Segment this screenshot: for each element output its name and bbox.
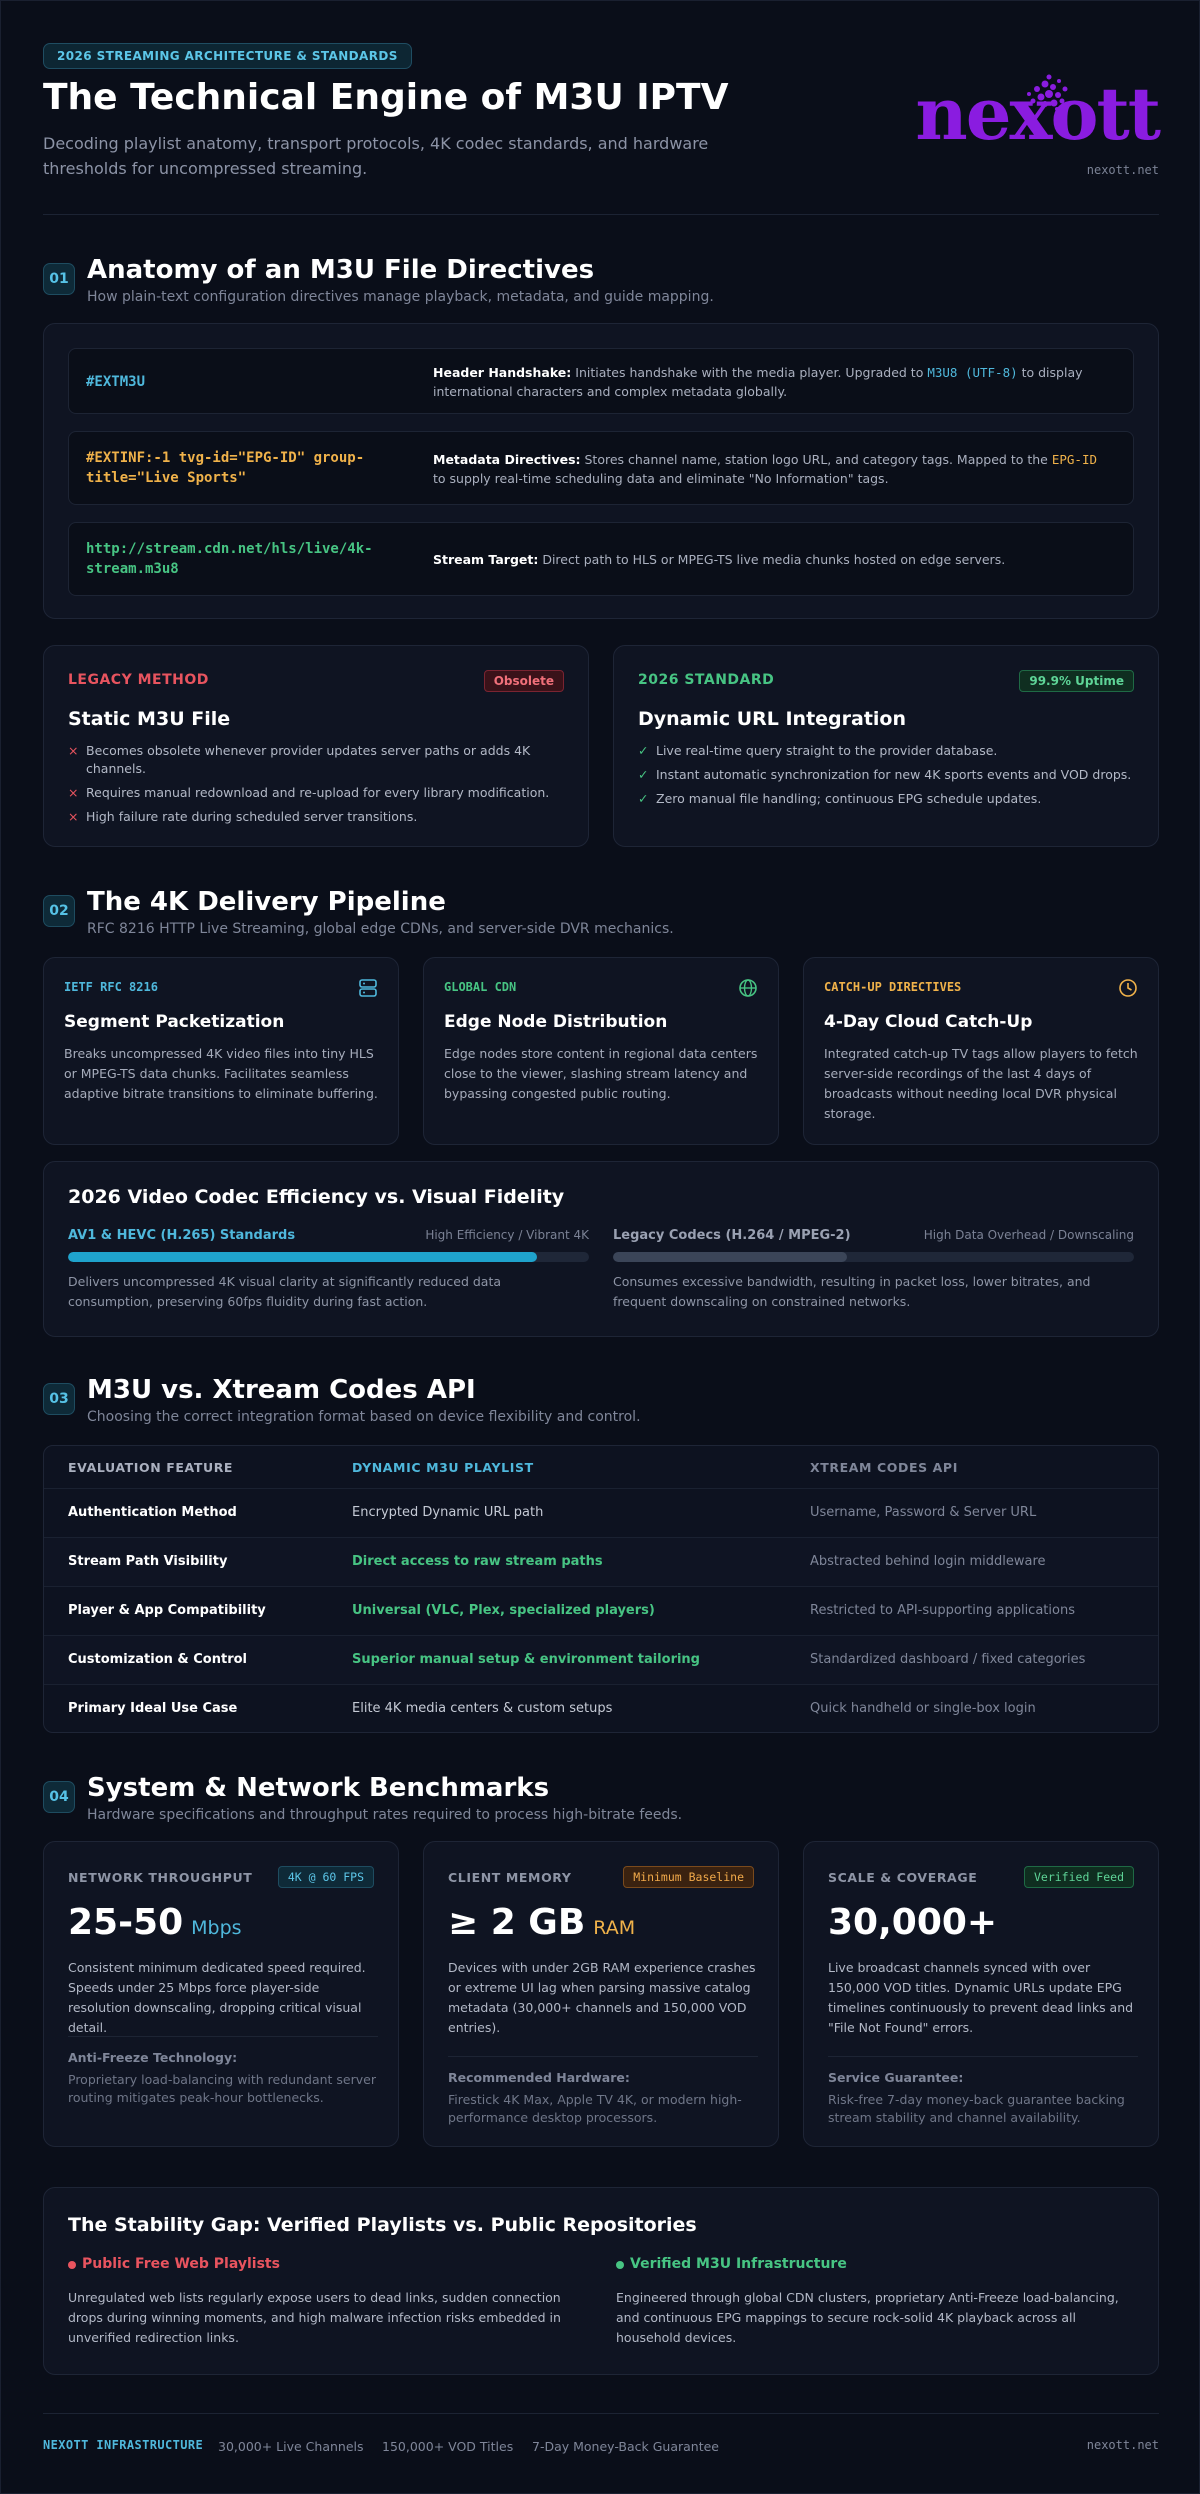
table-cell: Universal (VLC, Plex, specialized players) <box>352 1603 655 1618</box>
section-subtitle: Hardware specifications and throughput rates required to process high-bitrate feeds. <box>87 1807 683 1823</box>
table-row <box>44 1586 1159 1635</box>
efficiency-bar <box>613 1252 1134 1262</box>
divider <box>448 2056 758 2057</box>
section-title: The 4K Delivery Pipeline <box>87 887 446 917</box>
benchmark-card <box>43 1841 399 2147</box>
panel-title: 2026 Video Codec Efficiency vs. Visual Fidelity <box>68 1186 565 1208</box>
card-label: LEGACY METHOD <box>68 672 209 688</box>
directive-description: Metadata Directives: Stores channel name, station logo URL, and category tags. Mapped to the EPG-ID to supply real-time scheduling data and eliminate "No Information" tags. <box>433 452 1097 486</box>
footer-url[interactable]: nexott.net <box>1086 2438 1159 2452</box>
check-icon: ✓ <box>638 767 649 782</box>
directive-row <box>68 431 1134 505</box>
codec-name: AV1 & HEVC (H.265) Standards <box>68 1228 296 1243</box>
directive-row <box>68 348 1134 414</box>
section-title: Anatomy of an M3U File Directives <box>87 255 595 285</box>
codec-meta: High Data Overhead / Downscaling <box>923 1228 1134 1242</box>
column-description: Unregulated web lists regularly expose users to dead links, sudden connection drops during winning moments, and high malware infection risks embedded in unverified redirection links. <box>68 2290 561 2345</box>
list-item: × High failure rate during scheduled server transitions. <box>68 809 418 824</box>
column-description: Engineered through global CDN clusters, proprietary Anti-Freeze load-balancing, and continuous EPG mappings to secure rock-solid 4K playback across all household devices. <box>616 2290 1119 2345</box>
page-title: The Technical Engine of M3U IPTV <box>43 77 729 118</box>
table-cell: Direct access to raw stream paths <box>352 1554 603 1569</box>
card-title: Segment Packetization <box>64 1012 285 1032</box>
benchmark-value: 25-50 Mbps <box>68 1902 242 1943</box>
card-label: SCALE & COVERAGE <box>828 1870 978 1885</box>
card-subheading: Anti-Freeze Technology: <box>68 2050 238 2065</box>
efficiency-bar-fill <box>68 1252 537 1262</box>
section-title: System & Network Benchmarks <box>87 1773 550 1803</box>
obsolete-badge: Obsolete <box>484 670 564 692</box>
comparison-table <box>43 1445 1159 1733</box>
card-description: Edge nodes store content in regional data centers close to the viewer, slashing stream latency and bypassing congested public routing. <box>444 1046 758 1101</box>
section-03-heading <box>43 1375 1159 1425</box>
table-cell: Superior manual setup & environment tailoring <box>352 1652 700 1667</box>
benchmark-card <box>803 1841 1159 2147</box>
benchmark-value: ≥ 2 GB RAM <box>448 1902 636 1943</box>
table-row <box>44 1537 1159 1586</box>
header-pill: 2026 STREAMING ARCHITECTURE & STANDARDS <box>43 43 412 69</box>
footer-item: 30,000+ Live Channels <box>218 2439 364 2454</box>
benchmark-value: 30,000+ <box>828 1902 998 1943</box>
card-description: Breaks uncompressed 4K video files into tiny HLS or MPEG-TS data chunks. Facilitates seamless adaptive bitrate transitions to eliminate buffering. <box>64 1046 378 1101</box>
red-dot-icon <box>68 2261 76 2269</box>
directive-code: #EXTM3U <box>86 374 146 390</box>
directive-row <box>68 522 1134 596</box>
section-number: 01 <box>43 263 75 295</box>
page-subtitle: Decoding playlist anatomy, transport protocols, 4K codec standards, and hardware thresholds for uncompressed streaming. <box>43 134 709 178</box>
card-subheading: Recommended Hardware: <box>448 2070 630 2085</box>
column-header: DYNAMIC M3U PLAYLIST <box>352 1460 534 1475</box>
page-footer <box>43 2413 1159 2453</box>
list-item: × Becomes obsolete whenever provider updates server paths or adds 4K channels. <box>68 743 531 776</box>
section-number: 02 <box>43 895 75 927</box>
table-cell: Primary Ideal Use Case <box>68 1701 238 1716</box>
x-icon: × <box>68 809 79 824</box>
table-header <box>44 1446 1159 1488</box>
server-icon <box>358 978 378 998</box>
section-02-heading <box>43 887 1159 937</box>
x-icon: × <box>68 785 79 800</box>
column-header: EVALUATION FEATURE <box>68 1460 234 1475</box>
table-row <box>44 1488 1159 1537</box>
directive-label: Metadata Directives: <box>433 452 581 467</box>
benchmark-unit: Mbps <box>191 1917 242 1939</box>
table-row <box>44 1684 1159 1733</box>
logo-wordmark: nexott <box>915 71 1159 156</box>
directive-description: Stream Target: Direct path to HLS or MPEG-TS live media chunks hosted on edge servers. <box>433 552 1006 567</box>
card-description: Integrated catch-up TV tags allow players to fetch server-side recordings of the last 4 days of broadcasts without needing local DVR physical storage. <box>824 1046 1138 1121</box>
panel-title: The Stability Gap: Verified Playlists vs. Public Repositories <box>68 2214 697 2236</box>
card-badge: 4K @ 60 FPS <box>278 1866 374 1888</box>
table-cell: Encrypted Dynamic URL path <box>352 1505 544 1520</box>
brand-logo[interactable] <box>859 59 1159 179</box>
globe-icon <box>738 978 758 998</box>
table-cell: Quick handheld or single-box login <box>810 1701 1036 1716</box>
divider <box>828 2056 1138 2057</box>
section-subtitle: Choosing the correct integration format based on device flexibility and control. <box>87 1409 641 1425</box>
logo-url[interactable]: nexott.net <box>1086 163 1159 177</box>
card-label: NETWORK THROUGHPUT <box>68 1870 253 1885</box>
column-heading: Verified M3U Infrastructure <box>616 2256 1136 2272</box>
pipeline-card <box>43 957 399 1145</box>
table-cell: Authentication Method <box>68 1505 237 1520</box>
card-title: 4-Day Cloud Catch-Up <box>824 1012 1033 1032</box>
codec-description: Consumes excessive bandwidth, resulting in packet loss, lower bitrates, and frequent downscaling on constrained networks. <box>613 1274 1091 1309</box>
footer-brand: NEXOTT INFRASTRUCTURE <box>43 2438 204 2452</box>
card-subheading: Service Guarantee: <box>828 2070 964 2085</box>
card-tag: GLOBAL CDN <box>444 980 517 994</box>
table-cell: Player & App Compatibility <box>68 1603 266 1618</box>
footer-item: 150,000+ VOD Titles <box>382 2439 514 2454</box>
card-title: Dynamic URL Integration <box>638 708 907 730</box>
pipeline-card <box>423 957 779 1145</box>
card-subdescription: Risk-free 7-day money-back guarantee backing stream stability and channel availability. <box>828 2092 1125 2125</box>
card-tag: IETF RFC 8216 <box>64 980 158 994</box>
table-cell: Customization & Control <box>68 1652 248 1667</box>
codec-description: Delivers uncompressed 4K visual clarity at significantly reduced data consumption, preserving 60fps fluidity during fast action. <box>68 1274 502 1309</box>
card-description: Live broadcast channels synced with over 150,000 VOD titles. Dynamic URLs update EPG timelines continuously to prevent dead links and "File Not Found" errors. <box>828 1960 1134 2035</box>
uptime-badge: 99.9% Uptime <box>1019 670 1134 692</box>
codec-comparison-panel <box>43 1161 1159 1337</box>
footer-item: 7-Day Money-Back Guarantee <box>532 2439 719 2454</box>
directive-highlight: M3U8 (UTF-8) <box>927 365 1018 380</box>
list-item: ✓ Zero manual file handling; continuous EPG schedule updates. <box>638 791 1042 806</box>
card-description: Consistent minimum dedicated speed required. Speeds under 25 Mbps force player-side resolution downscaling, dropping critical visual detail. <box>68 1960 366 2035</box>
card-label: CLIENT MEMORY <box>448 1870 572 1885</box>
benchmark-card <box>423 1841 779 2147</box>
column-heading: Public Free Web Playlists <box>68 2256 588 2272</box>
card-tag: CATCH-UP DIRECTIVES <box>824 980 962 994</box>
section-04-heading <box>43 1773 1159 1823</box>
table-cell: Standardized dashboard / fixed categories <box>810 1652 1086 1667</box>
legacy-list <box>68 742 568 832</box>
list-item: × Requires manual redownload and re-upload for every library modification. <box>68 785 550 800</box>
list-item: ✓ Live real-time query straight to the provider database. <box>638 743 998 758</box>
card-label: 2026 STANDARD <box>638 672 775 688</box>
card-subdescription: Proprietary load-balancing with redundant server routing mitigates peak-hour bottlenecks. <box>68 2072 376 2105</box>
efficiency-bar-fill <box>613 1252 847 1262</box>
directives-panel <box>43 323 1159 619</box>
card-title: Edge Node Distribution <box>444 1012 668 1032</box>
section-subtitle: RFC 8216 HTTP Live Streaming, global edge CDNs, and server-side DVR mechanics. <box>87 921 674 937</box>
standard-method-card <box>613 645 1159 847</box>
directive-code[interactable]: http://stream.cdn.net/hls/live/4k-stream.m3u8 <box>86 541 373 577</box>
section-01-heading <box>43 255 1159 305</box>
card-title: Static M3U File <box>68 708 231 730</box>
benchmark-unit: RAM <box>593 1917 636 1939</box>
public-playlists-column <box>68 2256 588 2348</box>
section-number: 03 <box>43 1383 75 1415</box>
card-badge: Minimum Baseline <box>623 1866 754 1888</box>
directive-highlight: EPG-ID <box>1051 452 1097 467</box>
standard-list <box>638 742 1138 814</box>
card-subdescription: Firestick 4K Max, Apple TV 4K, or modern high-performance desktop processors. <box>448 2092 742 2125</box>
section-number: 04 <box>43 1781 75 1813</box>
table-row <box>44 1635 1159 1684</box>
directive-code: #EXTINF:-1 tvg-id="EPG-ID" group-title="Live Sports" <box>86 450 365 486</box>
x-icon: × <box>68 743 79 758</box>
check-icon: ✓ <box>638 791 649 806</box>
legacy-method-card <box>43 645 589 847</box>
directive-label: Stream Target: <box>433 552 539 567</box>
section-subtitle: How plain-text configuration directives manage playback, metadata, and guide mapping. <box>87 289 714 305</box>
clock-icon <box>1118 978 1138 998</box>
directive-description: Header Handshake: Initiates handshake with the media player. Upgraded to M3U8 (UTF-8) to display international characters and complex metadata globally. <box>433 365 1083 399</box>
verified-infrastructure-column <box>616 2256 1136 2348</box>
directive-label: Header Handshake: <box>433 365 572 380</box>
table-cell: Stream Path Visibility <box>68 1554 228 1569</box>
table-cell: Username, Password & Server URL <box>810 1505 1037 1520</box>
modern-codec-column <box>68 1228 589 1328</box>
pipeline-card <box>803 957 1159 1145</box>
list-item: ✓ Instant automatic synchronization for new 4K sports events and VOD drops. <box>638 767 1132 782</box>
efficiency-bar <box>68 1252 589 1262</box>
column-header: XTREAM CODES API <box>810 1460 958 1475</box>
stability-gap-panel <box>43 2187 1159 2375</box>
codec-name: Legacy Codecs (H.264 / MPEG-2) <box>613 1228 851 1243</box>
table-cell: Elite 4K media centers & custom setups <box>352 1701 613 1716</box>
page-header <box>43 43 1159 215</box>
card-description: Devices with under 2GB RAM experience crashes or extreme UI lag when parsing massive catalog metadata (30,000+ channels and 150,000 VOD entries). <box>448 1960 756 2035</box>
section-title: M3U vs. Xtream Codes API <box>87 1375 476 1405</box>
green-dot-icon <box>616 2261 624 2269</box>
table-cell: Abstracted behind login middleware <box>810 1554 1046 1569</box>
codec-meta: High Efficiency / Vibrant 4K <box>425 1228 589 1242</box>
divider <box>68 2036 378 2037</box>
check-icon: ✓ <box>638 743 649 758</box>
card-badge: Verified Feed <box>1024 1866 1134 1888</box>
table-cell: Restricted to API-supporting applications <box>810 1603 1075 1618</box>
legacy-codec-column <box>613 1228 1134 1328</box>
